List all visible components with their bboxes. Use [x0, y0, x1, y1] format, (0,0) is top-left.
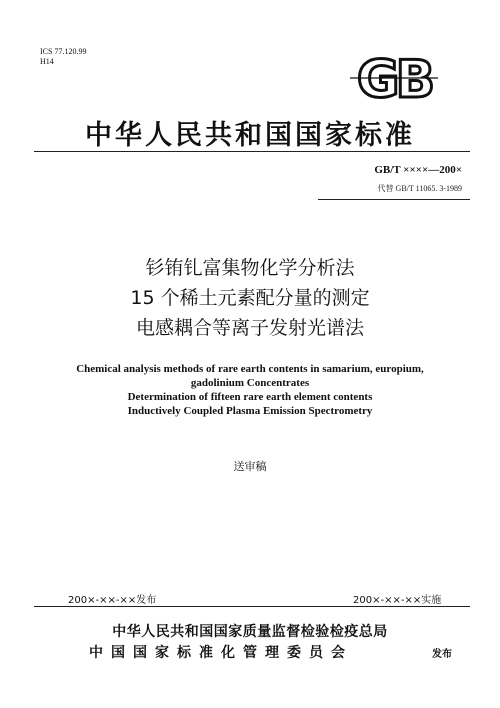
en-title-line-2: gadolinium Concentrates [190, 377, 310, 389]
implement-date: 200×-××-××实施 [353, 595, 442, 606]
gb-logo-text: GB [356, 54, 432, 104]
en-title-line-3: Determination of fifteen rare earth element contents [127, 391, 373, 403]
issuer-sac: 中国国家标准化管理委员会 [89, 645, 353, 661]
draft-label: 送审稿 [233, 460, 267, 473]
ccs-code: H14 [40, 57, 54, 66]
gb-logo [346, 54, 442, 104]
cn-title-line-1: 钐铕钆富集物化学分析法 [145, 257, 355, 279]
standard-number: GB/T ××××—200× [374, 164, 462, 176]
number-rule [318, 199, 470, 200]
en-title-line-1: Chemical analysis methods of rare earth contents in samarium, europium, [76, 363, 424, 375]
bottom-rule [34, 606, 470, 607]
issuer-aqsiq: 中华人民共和国国家质量监督检验检疫总局 [112, 624, 388, 640]
standard-title: 中华人民共和国国家标准 [85, 120, 415, 151]
ics-code: ICS 77.120.99 [40, 47, 87, 56]
top-rule [34, 151, 470, 152]
cn-title-line-2: 15 个稀土元素配分量的测定 [130, 287, 370, 309]
issued-label: 发布 [432, 649, 452, 660]
replaces-note: 代替 GB/T 11065. 3-1989 [377, 184, 462, 193]
en-title-line-4: Inductively Coupled Plasma Emission Spectrometry [127, 405, 373, 417]
issue-date: 200×-××-××发布 [68, 595, 157, 606]
cn-title-line-3: 电感耦合等离子发射光谱法 [135, 317, 364, 339]
